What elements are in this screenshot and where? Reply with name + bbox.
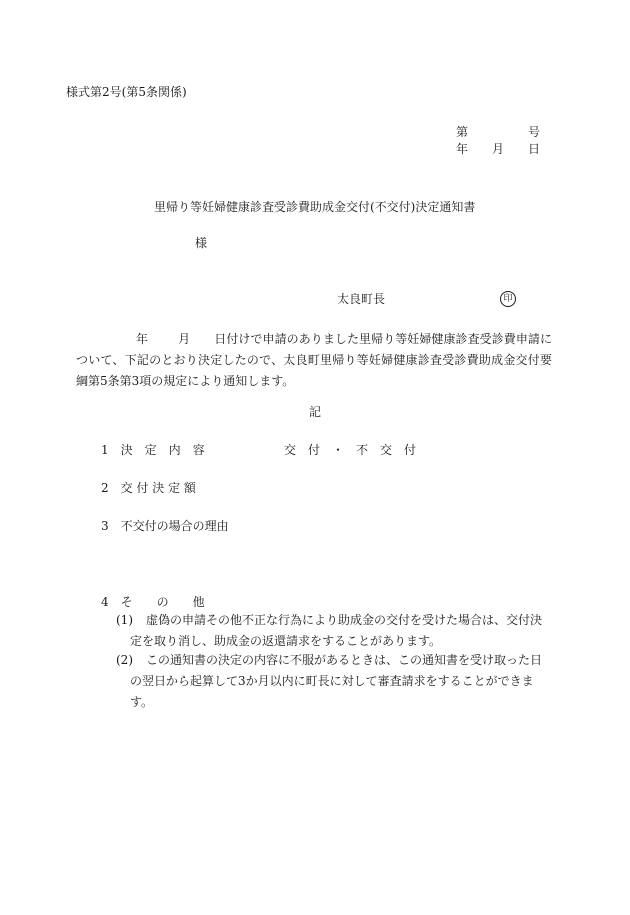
ki-heading: 記 bbox=[309, 405, 322, 419]
body-month: 月 bbox=[178, 332, 191, 346]
date-year: 年 bbox=[456, 142, 469, 156]
recipient-honorific: 様 bbox=[195, 236, 208, 250]
body-year: 年 bbox=[136, 332, 149, 346]
body-text: 日付けで申請のありました里帰り等妊婦健康診査受診費申請について、下記のとおり決定したので、太良町里帰り等妊婦健康診査受診費助成金交付要綱第5条第3項の規定により通知します。 bbox=[76, 332, 552, 388]
doc-number-suffix: 号 bbox=[528, 125, 541, 139]
doc-number-prefix: 第 bbox=[456, 125, 469, 139]
item4-sub2-text: この通知書の決定の内容に不服があるときは、この通知書を受け取った日の翌日から起算して3か月以内に町長に対して審査請求をすることができます。 bbox=[130, 653, 543, 709]
seal-mark: 印 bbox=[500, 291, 516, 307]
date-day: 日 bbox=[528, 142, 541, 156]
item1-value: 交 付 ・ 不 交 付 bbox=[284, 443, 417, 457]
document-title: 里帰り等妊婦健康診査受診費助成金交付(不交付)決定通知書 bbox=[154, 200, 476, 214]
form-number: 様式第2号(第5条関係) bbox=[66, 85, 187, 99]
item4-sub1-number: (1) bbox=[116, 613, 133, 627]
item2-label: 2 交 付 決 定 額 bbox=[101, 481, 196, 495]
date-month: 月 bbox=[492, 142, 505, 156]
item4-sub2-number: (2) bbox=[116, 653, 133, 667]
body-paragraph bbox=[76, 329, 552, 392]
item4-label: 4 そ の 他 bbox=[101, 595, 205, 609]
item4-sub1-text: 虚偽の申請その他不正な行為により助成金の交付を受けた場合は、交付決定を取り消し、助成金の返還請求をすることがあります。 bbox=[130, 613, 543, 648]
sender-name: 太良町長 bbox=[337, 292, 386, 306]
item3-label: 3 不交付の場合の理由 bbox=[101, 519, 229, 533]
item1-label: 1 決 定 内 容 bbox=[101, 443, 205, 457]
